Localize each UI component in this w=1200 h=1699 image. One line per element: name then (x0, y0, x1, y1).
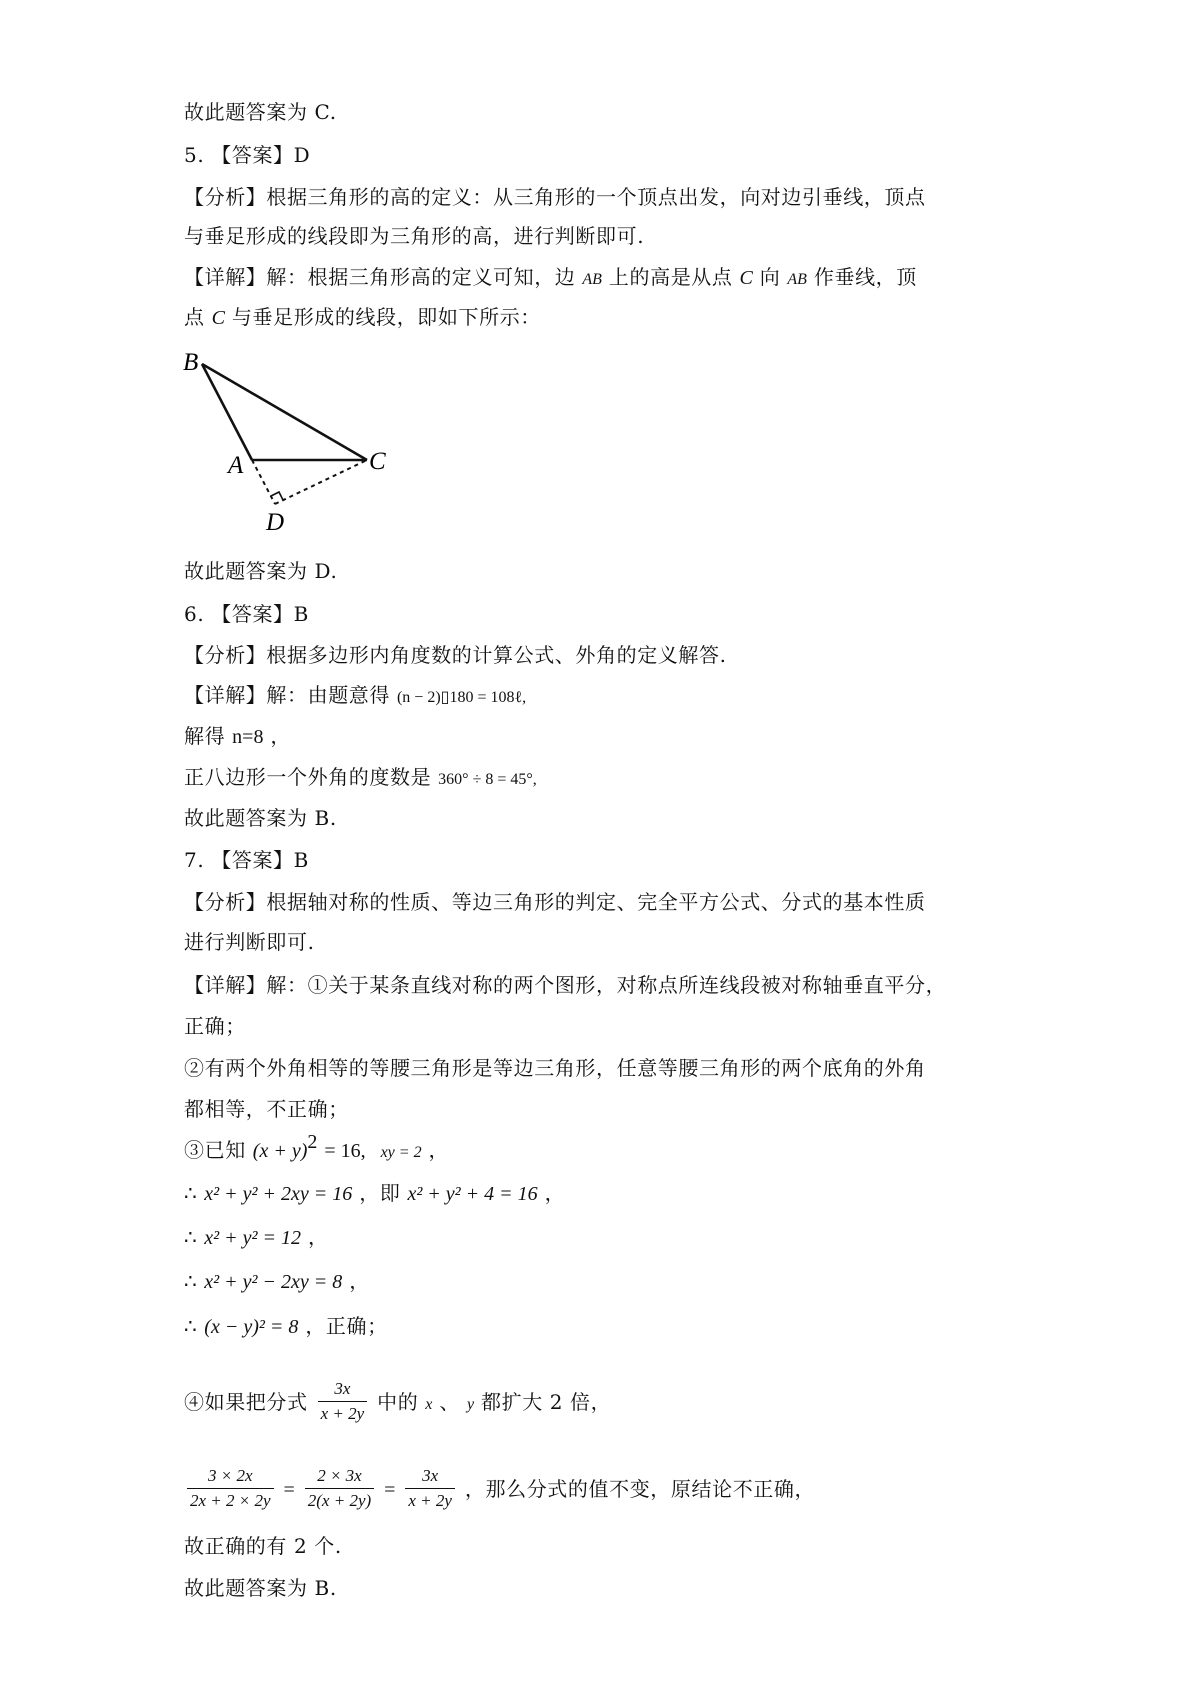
vertex-label-b: B (183, 349, 199, 376)
text-line: 正确； (184, 1014, 246, 1038)
text-line: 故此题答案为 B. (184, 806, 337, 830)
text-line (184, 302, 541, 333)
math-run: C (739, 267, 753, 289)
equals-sign: = (283, 1479, 295, 1501)
denominator: 2x + 2 × 2y (190, 1491, 271, 1510)
math-run: y (466, 1396, 475, 1413)
text-line: 故此题答案为 D. (184, 559, 338, 583)
math-run: (n − 2)▯180 = 108ℓ, (396, 689, 527, 706)
extension-ad (252, 460, 275, 504)
numerator: 3 × 2x (187, 1465, 274, 1489)
answer-heading: 5. 【答案】D (184, 143, 311, 167)
math-run: (x + y) (252, 1140, 308, 1162)
text-run: ∴ (184, 1269, 198, 1293)
text-run: ，那么分式的值不变，原结论不正确， (464, 1477, 816, 1501)
math-run: xy = 2 (380, 1144, 422, 1161)
text-line: ②有两个外角相等的等腰三角形是等边三角形，任意等腰三角形的两个底角的外角 (184, 1056, 926, 1080)
text-line: 都相等，不正确； (184, 1097, 349, 1121)
text-run: 作垂线，顶 (813, 265, 917, 289)
text-run: ③已知 (184, 1138, 246, 1162)
text-run: ∴ (184, 1314, 198, 1338)
text-run: 都扩大 2 倍， (481, 1390, 612, 1414)
answer-heading: 6. 【答案】B (184, 602, 309, 626)
text-run: 点 (184, 305, 205, 329)
text-run: ， (349, 1269, 370, 1293)
text-run: 解得 (184, 724, 226, 748)
math-run: x² + y² + 4 = 16 (407, 1183, 538, 1205)
text-line (184, 1178, 565, 1209)
numerator: 2 × 3x (305, 1465, 374, 1489)
math-run: x² + y² + 2xy = 16 (204, 1183, 353, 1205)
math-run: x (425, 1396, 433, 1413)
fraction (405, 1465, 455, 1512)
math-run: AB (787, 271, 807, 288)
text-run: ， (544, 1181, 566, 1205)
text-line (184, 680, 526, 713)
text-line (184, 262, 917, 295)
text-run: 【详解】解：由题意得 (184, 683, 390, 707)
math-run: n=8 (232, 726, 264, 748)
text-line: 【分析】根据轴对称的性质、等边三角形的判定、完全平方公式、分式的基本性质 (184, 890, 926, 914)
numerator: 3x (318, 1378, 368, 1402)
text-line (184, 1380, 611, 1427)
math-run: = 16, (324, 1140, 366, 1162)
vertex-label-c: C (369, 448, 386, 475)
vertex-label-a: A (228, 452, 244, 479)
text-run: 与垂足形成的线段，即如下所示： (231, 305, 541, 329)
math-run: (x − y)² = 8 (204, 1316, 299, 1338)
text-run: ， (308, 1225, 329, 1249)
text-run: 【详解】解：根据三角形高的定义可知，边 (184, 265, 576, 289)
equals-sign: = (384, 1479, 396, 1501)
text-run: ④如果把分式 (184, 1390, 308, 1414)
text-run: 、 (439, 1390, 460, 1414)
altitude-cd (275, 460, 367, 504)
denominator: x + 2y (320, 1404, 365, 1423)
text-line: 【分析】根据三角形的高的定义：从三角形的一个顶点出发，向对边引垂线，顶点 (184, 185, 926, 209)
text-run: ∴ (184, 1181, 198, 1205)
text-line: 故此题答案为 C. (184, 100, 337, 124)
text-run: 中的 (377, 1390, 419, 1414)
text-run: 上的高是从点 (608, 265, 733, 289)
text-run: ， (270, 724, 292, 748)
math-run: AB (582, 271, 602, 288)
text-line: 故此题答案为 B. (184, 1576, 337, 1600)
text-run: ， (428, 1138, 450, 1162)
denominator: x + 2y (408, 1491, 452, 1510)
math-run: 2 (307, 1131, 318, 1153)
text-run: 正八边形一个外角的度数是 (184, 765, 432, 789)
right-angle-mark (271, 492, 283, 500)
fraction (187, 1465, 274, 1512)
math-run: x² + y² = 12 (204, 1227, 302, 1249)
text-line: 与垂足形成的线段即为三角形的高，进行判断即可. (184, 224, 645, 248)
fraction (305, 1465, 374, 1512)
text-line (184, 762, 537, 795)
text-line (184, 721, 291, 752)
answer-heading: 7. 【答案】B (184, 848, 309, 872)
text-line: 【分析】根据多边形内角度数的计算公式、外角的定义解答. (184, 643, 727, 667)
triangle-figure (180, 340, 400, 540)
text-run: ，即 (359, 1181, 401, 1205)
math-run: C (211, 307, 225, 329)
math-run: x² + y² − 2xy = 8 (204, 1271, 343, 1293)
text-run: ∴ (184, 1225, 198, 1249)
vertex-label-d: D (266, 509, 285, 536)
text-run: 向 (759, 265, 781, 289)
denominator: 2(x + 2y) (307, 1491, 372, 1510)
text-line (184, 1467, 815, 1514)
text-run: ，正确； (305, 1314, 388, 1338)
text-line (184, 1311, 388, 1342)
text-line: 【详解】解：①关于某条直线对称的两个图形，对称点所连线段被对称轴垂直平分， (184, 973, 947, 997)
text-line: 故正确的有 2 个. (184, 1534, 342, 1558)
text-line (184, 1222, 329, 1253)
text-line (184, 1266, 370, 1297)
math-run: 360° ÷ 8 = 45°, (438, 771, 537, 788)
text-line: 进行判断即可. (184, 930, 315, 954)
text-line (184, 1131, 450, 1168)
numerator: 3x (405, 1465, 455, 1489)
fraction (318, 1378, 368, 1425)
